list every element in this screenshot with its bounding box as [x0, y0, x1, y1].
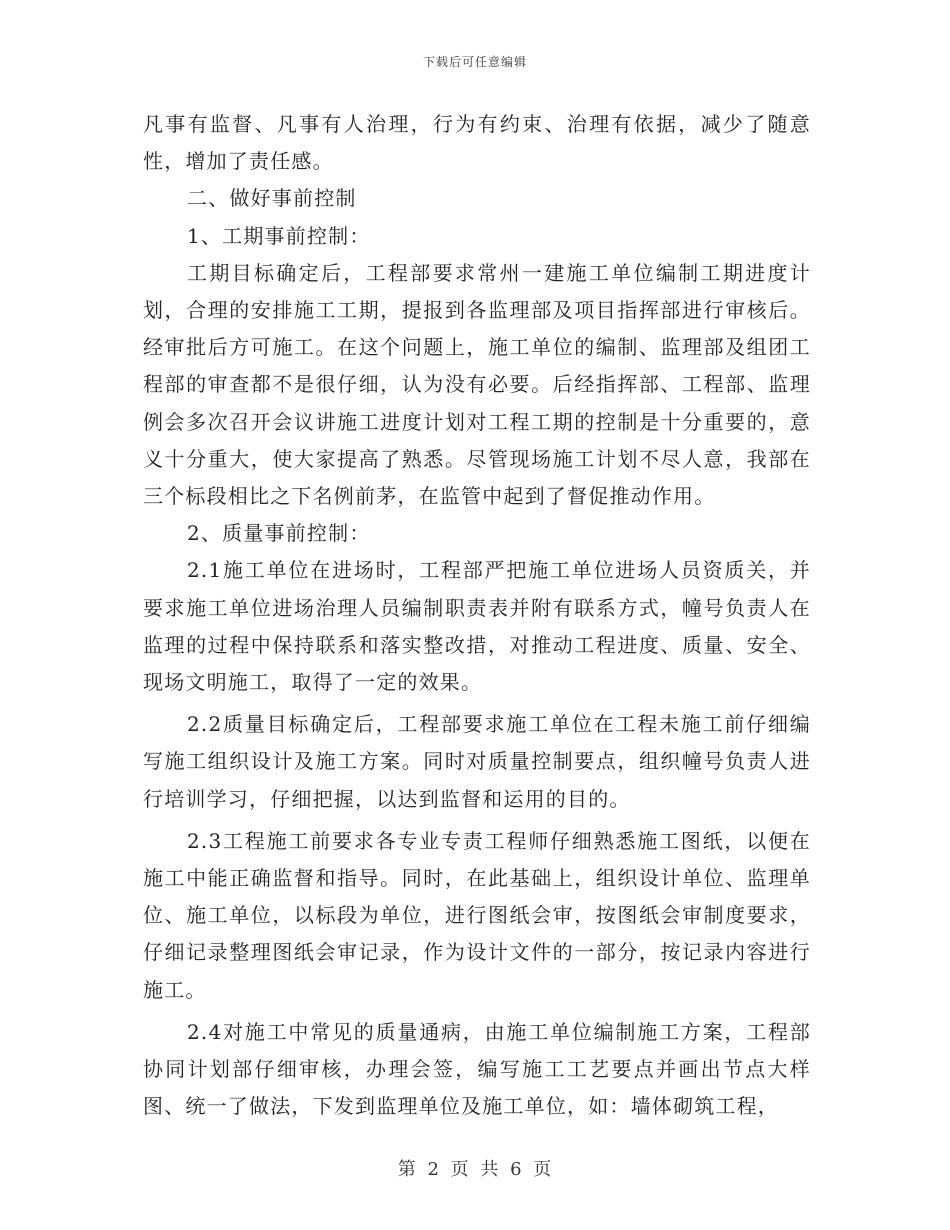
paragraph-2-3: 2.3工程施工前要求各专业专责工程师仔细熟悉施工图纸，以便在施工中能正确监督和指导。同时，在此基础上，组织设计单位、监理单位、施工单位，以标段为单位，进行图纸会审，按图纸会审制度要求，仔细记录整理图纸会审记录，作为设计文件的一部分，按记录内容进行施工。 — [143, 828, 811, 1002]
page-header: 下载后可任意编辑 — [422, 55, 527, 69]
paragraph-2-2: 2.2质量目标确定后，工程部要求施工单位在工程未施工前仔细编写施工组织设计及施工方案。同时对质量控制要点，组织幢号负责人进行培训学习，仔细把握，以达到监督和运用的目的。 — [143, 712, 811, 811]
subsection-heading-quality: 2、质量事前控制： — [187, 521, 371, 546]
subsection-heading-schedule: 1、工期事前控制： — [187, 223, 371, 248]
paragraph-2-4: 2.4对施工中常见的质量通病，由施工单位编制施工方案，工程部协同计划部仔细审核，办理会签，编写施工工艺要点并画出节点大样图、统一了做法，下发到监理单位及施工单位，如：墙体砌筑工程， — [143, 1019, 811, 1119]
document-body — [143, 106, 811, 1125]
paragraph-2-1: 2.1施工单位在进场时，工程部严把施工单位进场人员资质关，并要求施工单位进场治理人员编制职责表并附有联系方式，幢号负责人在监理的过程中保持联系和落实整改措，对推动工程进度、质量、安全、现场文明施工，取得了一定的效果。 — [143, 558, 811, 695]
section-heading: 二、做好事前控制 — [187, 186, 357, 211]
page-number: 第 2 页 共 6 页 — [397, 1159, 553, 1180]
paragraph-schedule-control: 工期目标确定后，工程部要求常州一建施工单位编制工期进度计划，合理的安排施工工期，提报到各监理部及项目指挥部进行审核后。经审批后方可施工。在这个问题上，施工单位的编制、监理部及组团工程部的审查都不是很仔细，认为没有必要。后经指挥部、工程部、监理例会多次召开会议讲施工进度计划对工程工期的控制是十分重要的，意义十分重大，使大家提高了熟悉。尽管现场施工计划不尽人意，我部在三个标段相比之下名例前茅，在监管中起到了督促推动作用。 — [143, 260, 811, 509]
paragraph-continuation: 凡事有监督、凡事有人治理，行为有约束、治理有依据，减少了随意性，增加了责任感。 — [143, 112, 811, 174]
